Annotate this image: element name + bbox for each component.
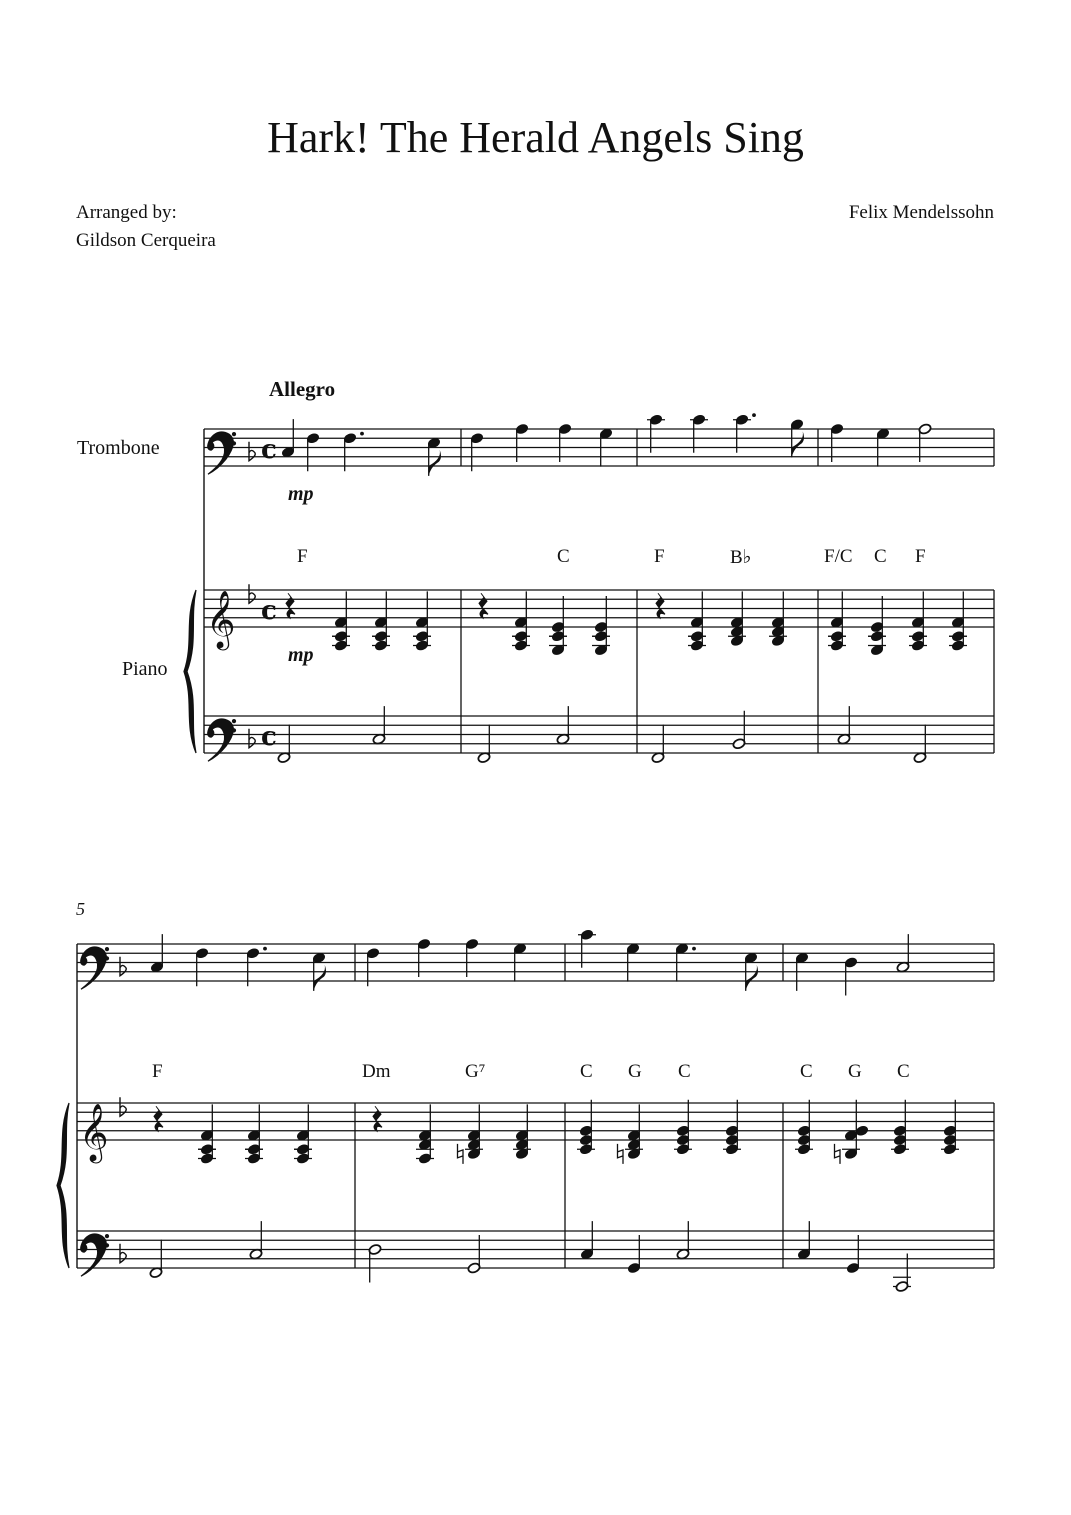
bass-clef [208, 432, 236, 474]
arranger-name: Gildson Cerqueira [76, 230, 216, 251]
chord-symbol: C [800, 1061, 813, 1082]
piano-bass-staff [77, 1231, 994, 1268]
augmentation-dot [263, 947, 267, 951]
flat-sign [249, 442, 255, 461]
chord-symbol: Dm [362, 1061, 391, 1082]
augmentation-dot [692, 947, 696, 951]
quarter-rest [286, 593, 295, 618]
dynamic-piano: mp [288, 644, 314, 666]
dynamic-trombone: mp [288, 483, 314, 505]
piano-bass-staff [204, 716, 994, 753]
natural-sign [835, 1144, 841, 1164]
treble-clef: 𝄞 [206, 590, 236, 648]
common-time-signature: c [261, 721, 277, 752]
augmentation-dot [360, 432, 364, 436]
quarter-rest [656, 593, 665, 618]
chord-symbol: F/C [824, 546, 853, 567]
note-head [855, 1125, 869, 1137]
note-flag [429, 450, 441, 476]
chord-symbol: G [628, 1061, 642, 1082]
quarter-rest [373, 1106, 382, 1131]
chord-symbol: B♭ [730, 547, 752, 568]
note-flag [746, 965, 758, 991]
treble-clef: 𝄞 [79, 1103, 109, 1161]
chord-symbol: C [678, 1061, 691, 1082]
flat-sign [120, 1244, 126, 1263]
piano-brace [184, 590, 196, 753]
common-time-signature: c [261, 434, 277, 465]
quarter-rest [479, 593, 488, 618]
chord-symbol: C [897, 1061, 910, 1082]
note-flag [792, 431, 804, 457]
chord-symbol: G [848, 1061, 862, 1082]
bass-clef [208, 719, 236, 761]
trombone-staff [204, 429, 994, 466]
chord-symbol: C [874, 546, 887, 567]
piano-treble-staff [204, 590, 994, 627]
augmentation-dot [752, 413, 756, 417]
quarter-rest [154, 1106, 163, 1131]
piano-brace [57, 1103, 69, 1268]
note-flag [314, 965, 326, 991]
flat-sign [249, 584, 255, 603]
bass-clef [81, 1234, 109, 1276]
chord-symbol: C [557, 546, 570, 567]
chord-symbol: C [580, 1061, 593, 1082]
instrument-label-trombone: Trombone [77, 437, 160, 459]
natural-sign [458, 1144, 464, 1164]
flat-sign [120, 1097, 126, 1116]
chord-symbol: F [654, 546, 665, 567]
natural-sign [618, 1144, 624, 1164]
chord-symbol: F [915, 546, 926, 567]
chord-symbol: F [152, 1061, 163, 1082]
page-title: Hark! The Herald Angels Sing [267, 113, 804, 162]
flat-sign [120, 957, 126, 976]
bass-clef [81, 947, 109, 989]
flat-sign [249, 729, 255, 748]
chord-symbol: F [297, 546, 308, 567]
common-time-signature: c [261, 595, 277, 626]
composer-name: Felix Mendelssohn [848, 202, 994, 223]
chord-symbol: G⁷ [465, 1061, 486, 1082]
measure-number: 5 [76, 899, 85, 919]
tempo-marking: Allegro [269, 377, 336, 401]
arranged-by-label: Arranged by: [76, 202, 177, 223]
instrument-label-piano: Piano [122, 658, 168, 680]
